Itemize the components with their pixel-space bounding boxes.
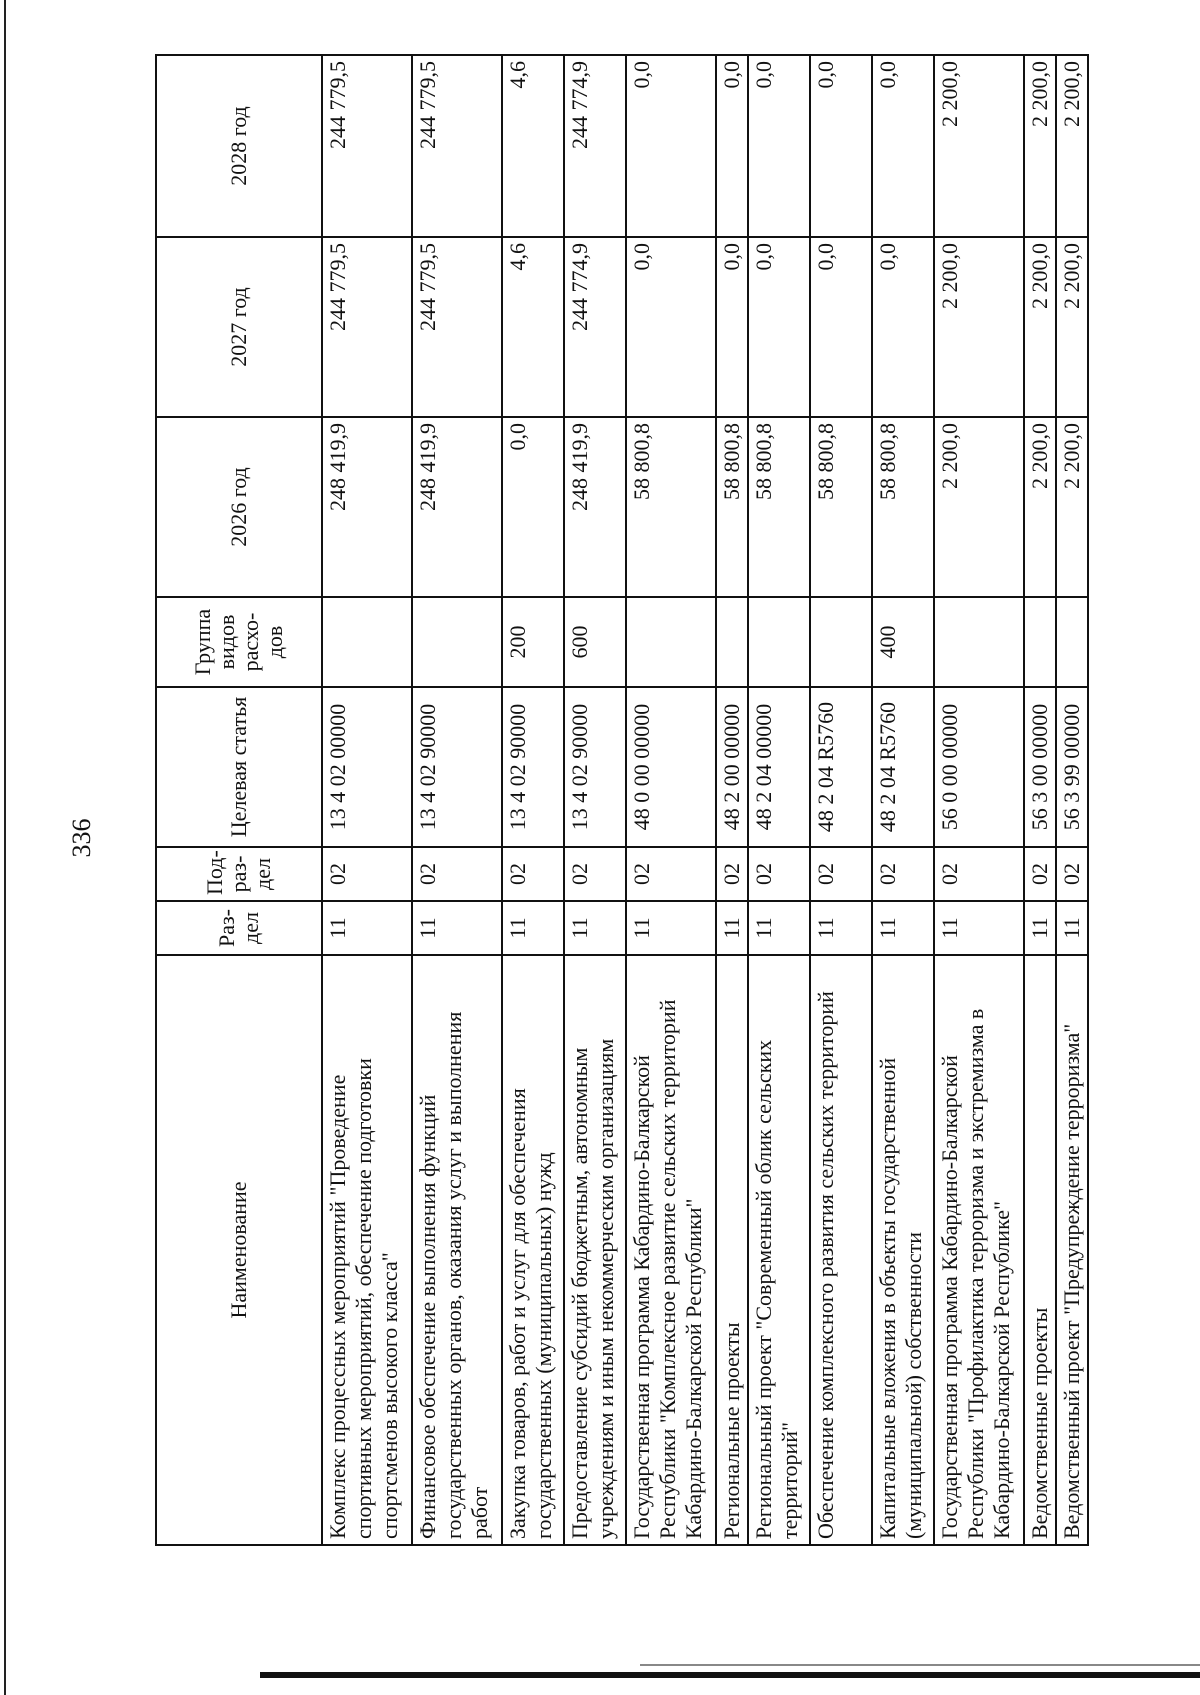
cell-2026: 58 800,8 — [748, 417, 810, 597]
cell-gruppa-vidov-rashodov — [716, 597, 748, 687]
cell-2028: 2 200,0 — [934, 55, 1024, 237]
cell-razdel: 11 — [1024, 901, 1056, 955]
cell-razdel: 11 — [1056, 901, 1088, 955]
cell-celevaya-statya: 13 4 02 90000 — [564, 687, 626, 847]
table-row — [1024, 55, 1056, 1545]
cell-2028: 2 200,0 — [1024, 55, 1056, 237]
cell-2028: 244 779,5 — [412, 55, 502, 237]
cell-celevaya-statya: 56 3 99 00000 — [1056, 687, 1088, 847]
cell-2027: 0,0 — [810, 237, 872, 417]
cell-razdel: 11 — [810, 901, 872, 955]
cell-celevaya-statya: 48 2 04 R5760 — [810, 687, 872, 847]
rotated-table-frame — [155, 56, 1084, 1546]
header-2026: 2026 год — [156, 417, 322, 597]
cell-gruppa-vidov-rashodov — [748, 597, 810, 687]
cell-2028: 2 200,0 — [1056, 55, 1088, 237]
table-row — [322, 55, 412, 1545]
cell-2027: 0,0 — [626, 237, 716, 417]
cell-2028: 4,6 — [502, 55, 564, 237]
header-2027: 2027 год — [156, 237, 322, 417]
header-name: Наименование — [156, 955, 322, 1545]
cell-2027: 2 200,0 — [1056, 237, 1088, 417]
cell-podrazdel: 02 — [626, 847, 716, 901]
cell-name: Обеспечение комплексного развития сельских территорий — [810, 955, 872, 1545]
cell-gruppa-vidov-rashodov — [322, 597, 412, 687]
cell-podrazdel: 02 — [412, 847, 502, 901]
cell-gruppa-vidov-rashodov — [626, 597, 716, 687]
cell-celevaya-statya: 13 4 02 90000 — [412, 687, 502, 847]
cell-2026: 2 200,0 — [1056, 417, 1088, 597]
cell-2027: 0,0 — [716, 237, 748, 417]
cell-2027: 4,6 — [502, 237, 564, 417]
cell-razdel: 11 — [564, 901, 626, 955]
cell-2026: 58 800,8 — [810, 417, 872, 597]
cell-gruppa-vidov-rashodov — [1056, 597, 1088, 687]
cell-2028: 0,0 — [872, 55, 934, 237]
cell-podrazdel: 02 — [1024, 847, 1056, 901]
cell-podrazdel: 02 — [322, 847, 412, 901]
cell-name: Финансовое обеспечение выполнения функций государственных органов, оказания услуг и выполнения работ — [412, 955, 502, 1545]
table-row — [716, 55, 748, 1545]
cell-name: Капитальные вложения в объекты государственной (муниципальной) собственности — [872, 955, 934, 1545]
table-row — [872, 55, 934, 1545]
table-row — [934, 55, 1024, 1545]
cell-2026: 2 200,0 — [1024, 417, 1056, 597]
budget-table — [155, 54, 1089, 1546]
cell-name: Государственная программа Кабардино-Балкарской Республики "Профилактика терроризма и экстремизма в Кабардино-Балкарской Республике" — [934, 955, 1024, 1545]
cell-podrazdel: 02 — [748, 847, 810, 901]
cell-gruppa-vidov-rashodov: 200 — [502, 597, 564, 687]
cell-podrazdel: 02 — [810, 847, 872, 901]
cell-2026: 58 800,8 — [872, 417, 934, 597]
cell-2028: 244 779,5 — [322, 55, 412, 237]
cell-gruppa-vidov-rashodov — [412, 597, 502, 687]
header-gruppa-vidov-rashodov: Группа видов расхо-дов — [156, 597, 322, 687]
cell-name: Комплекс процессных мероприятий "Проведение спортивных мероприятий, обеспечение подготовки спортсменов высокого класса" — [322, 955, 412, 1545]
cell-2026: 248 419,9 — [564, 417, 626, 597]
table-row — [502, 55, 564, 1545]
cell-celevaya-statya: 13 4 02 90000 — [502, 687, 564, 847]
cell-2028: 0,0 — [810, 55, 872, 237]
table-body — [322, 55, 1088, 1545]
cell-2028: 0,0 — [748, 55, 810, 237]
table-row — [412, 55, 502, 1545]
cell-gruppa-vidov-rashodov — [810, 597, 872, 687]
cell-gruppa-vidov-rashodov: 600 — [564, 597, 626, 687]
cell-name: Региональный проект "Современный облик сельских территорий" — [748, 955, 810, 1545]
cell-gruppa-vidov-rashodov: 400 — [872, 597, 934, 687]
cell-podrazdel: 02 — [1056, 847, 1088, 901]
cell-2026: 248 419,9 — [322, 417, 412, 597]
cell-celevaya-statya: 48 0 00 00000 — [626, 687, 716, 847]
table-row — [564, 55, 626, 1545]
cell-name: Закупка товаров, работ и услуг для обеспечения государственных (муниципальных) нужд — [502, 955, 564, 1545]
cell-celevaya-statya: 13 4 02 00000 — [322, 687, 412, 847]
cell-razdel: 11 — [716, 901, 748, 955]
cell-razdel: 11 — [872, 901, 934, 955]
cell-podrazdel: 02 — [934, 847, 1024, 901]
header-celevaya-statya: Целевая статья — [156, 687, 322, 847]
cell-name: Ведомственный проект "Предупреждение терроризма" — [1056, 955, 1088, 1545]
cell-name: Государственная программа Кабардино-Балкарской Республики "Комплексное развитие сельских территорий Кабардино-Балкарской Республики" — [626, 955, 716, 1545]
cell-razdel: 11 — [322, 901, 412, 955]
cell-2027: 244 779,5 — [322, 237, 412, 417]
bottom-rule — [260, 1672, 1200, 1678]
cell-gruppa-vidov-rashodov — [1024, 597, 1056, 687]
cell-razdel: 11 — [748, 901, 810, 955]
cell-2027: 0,0 — [748, 237, 810, 417]
cell-2027: 2 200,0 — [1024, 237, 1056, 417]
cell-podrazdel: 02 — [502, 847, 564, 901]
cell-razdel: 11 — [412, 901, 502, 955]
cell-razdel: 11 — [502, 901, 564, 955]
cell-celevaya-statya: 48 2 04 00000 — [748, 687, 810, 847]
table-row — [626, 55, 716, 1545]
cell-2027: 2 200,0 — [934, 237, 1024, 417]
header-podrazdel: Под-раз-дел — [156, 847, 322, 901]
cell-2027: 244 779,5 — [412, 237, 502, 417]
table-container — [155, 56, 1084, 1546]
cell-2026: 58 800,8 — [626, 417, 716, 597]
table-row — [748, 55, 810, 1545]
table-header-row — [156, 55, 322, 1545]
cell-podrazdel: 02 — [564, 847, 626, 901]
cell-2027: 0,0 — [872, 237, 934, 417]
cell-name: Предоставление субсидий бюджетным, автономным учреждениям и иным некоммерческим организациям — [564, 955, 626, 1545]
cell-celevaya-statya: 56 0 00 00000 — [934, 687, 1024, 847]
cell-celevaya-statya: 48 2 00 00000 — [716, 687, 748, 847]
cell-name: Региональные проекты — [716, 955, 748, 1545]
cell-2028: 0,0 — [626, 55, 716, 237]
cell-celevaya-statya: 48 2 04 R5760 — [872, 687, 934, 847]
cell-2027: 244 774,9 — [564, 237, 626, 417]
cell-gruppa-vidov-rashodov — [934, 597, 1024, 687]
cell-podrazdel: 02 — [716, 847, 748, 901]
left-margin-rule — [4, 0, 6, 1695]
header-razdel: Раз-дел — [156, 901, 322, 955]
cell-2028: 244 774,9 — [564, 55, 626, 237]
page-number: 336 — [67, 818, 96, 858]
cell-celevaya-statya: 56 3 00 00000 — [1024, 687, 1056, 847]
header-2028: 2028 год — [156, 55, 322, 237]
cell-podrazdel: 02 — [872, 847, 934, 901]
cell-2026: 2 200,0 — [934, 417, 1024, 597]
cell-2026: 0,0 — [502, 417, 564, 597]
table-row — [1056, 55, 1088, 1545]
cell-name: Ведомственные проекты — [1024, 955, 1056, 1545]
cell-2028: 0,0 — [716, 55, 748, 237]
bottom-thin-rule — [640, 1664, 1200, 1666]
cell-2026: 58 800,8 — [716, 417, 748, 597]
cell-razdel: 11 — [934, 901, 1024, 955]
cell-2026: 248 419,9 — [412, 417, 502, 597]
table-row — [810, 55, 872, 1545]
cell-razdel: 11 — [626, 901, 716, 955]
